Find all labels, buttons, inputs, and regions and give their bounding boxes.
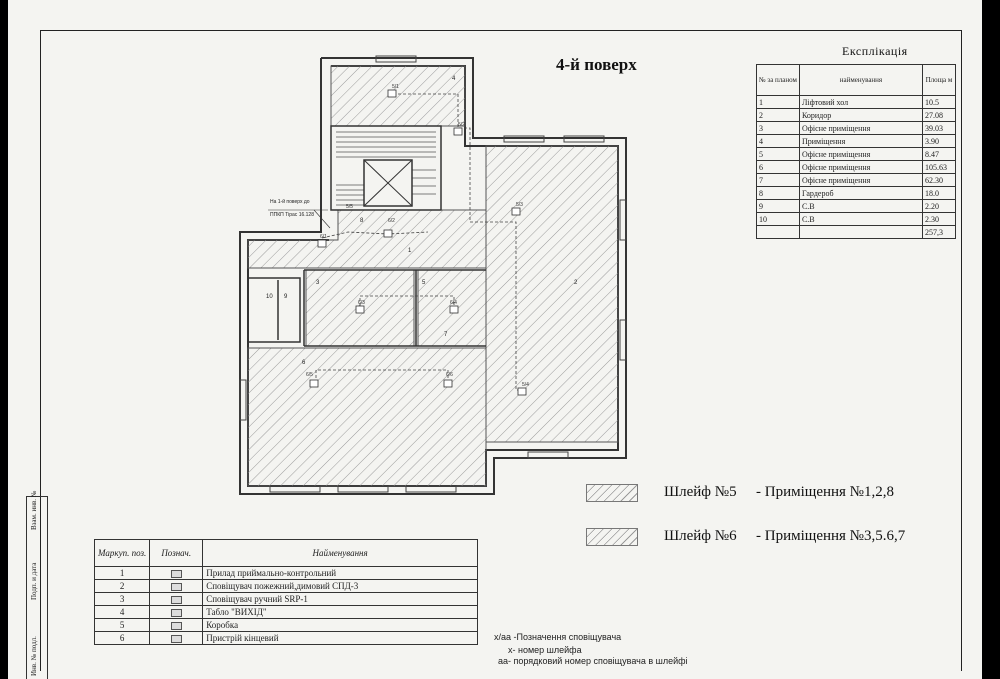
- room-area-cell: 18.0: [922, 187, 955, 200]
- equipment-legend-table: [94, 539, 478, 645]
- room-area-cell: 39.03: [922, 122, 955, 135]
- room-area-cell: 10.5: [922, 96, 955, 109]
- room-number-cell: 6: [757, 161, 800, 174]
- detector-icon: [388, 90, 396, 97]
- room-number: 6: [302, 360, 306, 366]
- room-6-area: [248, 348, 486, 486]
- room-number: 1: [408, 248, 412, 254]
- explication-row: [757, 187, 956, 200]
- detector-code: 6/3: [358, 300, 365, 306]
- loop6-hatch-swatch: [586, 528, 638, 546]
- room-name-cell: Офісне приміщення: [799, 148, 922, 161]
- legend-row: [95, 632, 478, 645]
- description-cell: Коробка: [203, 619, 478, 632]
- detector-icon: [512, 208, 520, 215]
- detector-icon: [444, 380, 452, 387]
- room-number-cell: 3: [757, 122, 800, 135]
- detector-code: 6/2: [388, 218, 395, 224]
- device-symbol-icon: [171, 635, 182, 643]
- explication-table: [756, 64, 956, 239]
- symbol-cell: [150, 619, 203, 632]
- loop5-label: Шлейф №5: [664, 484, 737, 500]
- explication-row: [757, 213, 956, 226]
- stair-note-line2: ППКП Тірас 16.128: [270, 212, 314, 218]
- drawing-sheet: [8, 0, 982, 679]
- stamp-text: Взам. инв. №: [30, 490, 38, 530]
- room-area-cell: 3.90: [922, 135, 955, 148]
- room-2-area: [486, 146, 618, 442]
- total-area-cell: 257,3: [922, 226, 955, 239]
- description-cell: Пристрій кінцевий: [203, 632, 478, 645]
- mark-cell: 2: [95, 580, 150, 593]
- detector-code: 6/4: [450, 300, 457, 306]
- room-area-cell: 2.20: [922, 200, 955, 213]
- room-name-cell: Офісне приміщення: [799, 174, 922, 187]
- room-number-cell: 10: [757, 213, 800, 226]
- legend-row: [95, 567, 478, 580]
- stamp-text: Инв. № подл.: [30, 636, 38, 676]
- explication-row: [757, 161, 956, 174]
- device-symbol-icon: [171, 596, 182, 604]
- symbol-cell: [150, 632, 203, 645]
- description-cell: Сповіщувач ручний SRP-1: [203, 593, 478, 606]
- mark-cell: 1: [95, 567, 150, 580]
- room-area-cell: 8.47: [922, 148, 955, 161]
- device-symbol-icon: [171, 622, 182, 630]
- explication-row: [757, 174, 956, 187]
- detector-code: 5/4: [522, 382, 529, 388]
- col-number: № за планом: [757, 65, 800, 96]
- detector-icon: [384, 230, 392, 237]
- legend-row: [95, 580, 478, 593]
- room-number: 8: [360, 218, 364, 224]
- detector-code: 6/5: [306, 372, 313, 378]
- room-number: 7: [444, 332, 448, 338]
- room-4-area: [331, 66, 465, 126]
- explication-row: [757, 135, 956, 148]
- explication-row: [757, 122, 956, 135]
- room-name-cell: Приміщення: [799, 135, 922, 148]
- col-description: Найменування: [203, 540, 478, 567]
- note-line-1: х/аа -Позначення сповіщувача: [494, 632, 622, 642]
- room-name-cell: Коридор: [799, 109, 922, 122]
- col-symbol: Познач.: [150, 540, 203, 567]
- device-symbol-icon: [171, 609, 182, 617]
- description-cell: Прилад приймально-контрольний: [203, 567, 478, 580]
- description-cell: Табло "ВИХІД": [203, 606, 478, 619]
- device-symbol-icon: [171, 583, 182, 591]
- room-name-cell: Ліфтовий хол: [799, 96, 922, 109]
- detector-icon: [518, 388, 526, 395]
- room-name-cell: Офісне приміщення: [799, 122, 922, 135]
- loop5-hatch-swatch: [586, 484, 638, 502]
- mark-cell: 4: [95, 606, 150, 619]
- explication-row: [757, 148, 956, 161]
- mark-cell: 6: [95, 632, 150, 645]
- detector-icon: [356, 306, 364, 313]
- room-number-cell: 8: [757, 187, 800, 200]
- symbol-cell: [150, 567, 203, 580]
- mark-cell: 5: [95, 619, 150, 632]
- symbol-cell: [150, 606, 203, 619]
- loop6-rooms: - Приміщення №3,5.6,7: [756, 528, 906, 544]
- room-number-cell: 1: [757, 96, 800, 109]
- empty-cell: [757, 226, 800, 239]
- legend-row: [95, 606, 478, 619]
- room-area-cell: 62.30: [922, 174, 955, 187]
- detector-code: 5/1: [392, 84, 399, 90]
- col-name: найменування: [799, 65, 922, 96]
- room-name-cell: Офісне приміщення: [799, 161, 922, 174]
- col-mark: Маркуп. поз.: [95, 540, 150, 567]
- room-area-cell: 2.30: [922, 213, 955, 226]
- detector-code: 6/1: [320, 234, 327, 240]
- room-number-cell: 5: [757, 148, 800, 161]
- detector-code: 5/5: [346, 204, 353, 210]
- room-name-cell: Гардероб: [799, 187, 922, 200]
- explication-row: [757, 200, 956, 213]
- room-number: 3: [316, 280, 320, 286]
- symbol-cell: [150, 593, 203, 606]
- stairwell: [331, 126, 441, 210]
- note-line-3: аа- порядковий номер сповіщувача в шлейфі: [498, 656, 688, 666]
- room-name-cell: С.В: [799, 200, 922, 213]
- room-area-cell: 105.63: [922, 161, 955, 174]
- legend-header: [95, 540, 478, 567]
- room-number-cell: 7: [757, 174, 800, 187]
- empty-cell: [799, 226, 922, 239]
- detector-code: 5/3: [516, 202, 523, 208]
- detector-icon: [318, 240, 326, 247]
- col-area: Площа м: [922, 65, 955, 96]
- legend-row: [95, 619, 478, 632]
- mark-cell: 3: [95, 593, 150, 606]
- room-number: 10: [266, 294, 273, 300]
- room-number-cell: 4: [757, 135, 800, 148]
- room-number: 2: [574, 280, 578, 286]
- explication-title: Експлікація: [842, 44, 908, 58]
- detector-icon: [454, 128, 462, 135]
- explication-row: [757, 96, 956, 109]
- detector-icon: [450, 306, 458, 313]
- room-number-cell: 9: [757, 200, 800, 213]
- stamp-text: Подп. и дата: [30, 562, 38, 600]
- loop5-rooms: - Приміщення №1,2,8: [756, 484, 894, 500]
- room-number-cell: 2: [757, 109, 800, 122]
- room-area-cell: 27.08: [922, 109, 955, 122]
- detector-icon: [310, 380, 318, 387]
- detector-code: 6/6: [446, 372, 453, 378]
- legend-row: [95, 593, 478, 606]
- explication-header: [757, 65, 956, 96]
- note-line-2: х- номер шлейфа: [508, 645, 582, 655]
- explication-total-row: [757, 226, 956, 239]
- room-number: 5: [422, 280, 426, 286]
- room-name-cell: С.В: [799, 213, 922, 226]
- room-number: 9: [284, 294, 288, 300]
- loop6-label: Шлейф №6: [664, 528, 737, 544]
- floor-title: 4-й поверх: [556, 55, 637, 74]
- room-number: 4: [452, 76, 456, 82]
- detector-code: 5/2: [458, 122, 465, 128]
- symbol-cell: [150, 580, 203, 593]
- stair-note-line1: На 1-й поверх до: [270, 199, 310, 205]
- device-symbol-icon: [171, 570, 182, 578]
- description-cell: Сповіщувач пожежний,димовий СПД-3: [203, 580, 478, 593]
- explication-row: [757, 109, 956, 122]
